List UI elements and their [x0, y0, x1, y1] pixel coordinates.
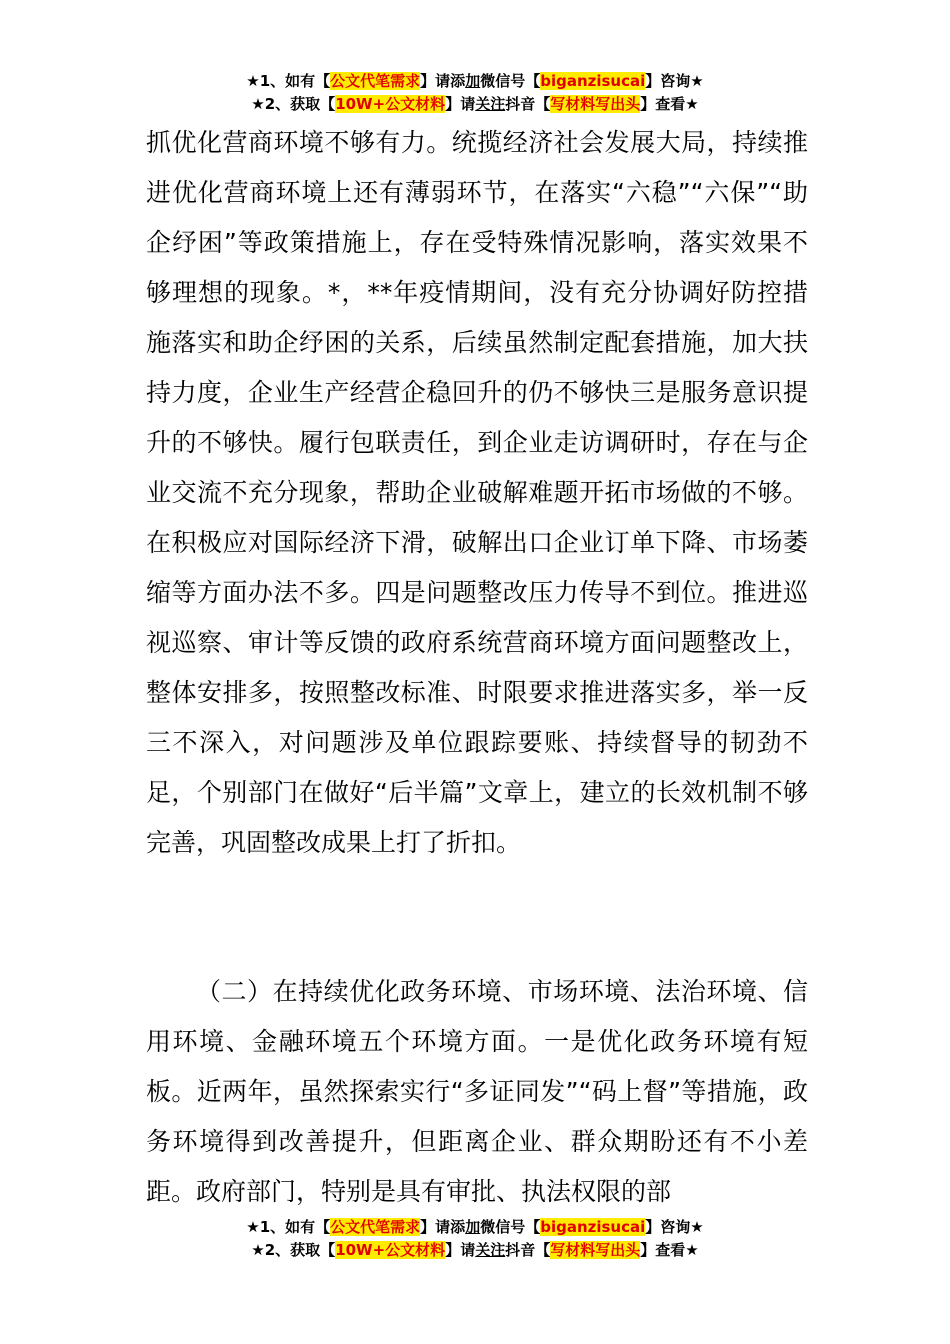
banner-line-2-mid-2: 抖音【 — [505, 95, 551, 113]
banner-line-2-highlight-2: 写材料写出头 — [550, 95, 641, 113]
banner-line-2-prefix: ★2、获取【 — [251, 95, 336, 113]
banner-line-1-emphasis: 加 — [465, 72, 481, 90]
paragraph-text: （二）在持续优化政务环境、市场环境、法治环境、信用环境、金融环境五个环境方面。一是优化政务环境有短板。近两年，虽然探索实行“多证同发”“码上督”等措施，政务环境得到改善提升，但距离企业、群众期盼还有不小差距。政府部门，特别是具有审批、执法权限的部 — [146, 977, 808, 1206]
footer-line-1-prefix: ★1、如有【 — [246, 1218, 331, 1236]
banner-line-1 — [0, 70, 950, 93]
document-body-paragraph-1 — [146, 118, 808, 868]
footer-banner — [0, 1216, 950, 1262]
banner-line-1-highlight-1: 公文代笔需求 — [330, 72, 421, 90]
footer-line-1-highlight-1: 公文代笔需求 — [330, 1218, 421, 1236]
footer-line-1-suffix: 】咨询★ — [645, 1218, 704, 1236]
banner-line-1-mid-1: 】请添 — [420, 72, 466, 90]
footer-line-2-mid-1: 】请 — [445, 1241, 476, 1259]
footer-line-1-mid-2: 微信号【 — [480, 1218, 541, 1236]
footer-line-1 — [0, 1216, 950, 1239]
footer-line-2-suffix: 】查看★ — [640, 1241, 699, 1259]
footer-line-2-highlight-2: 写材料写出头 — [550, 1241, 641, 1259]
banner-line-1-highlight-2: biganzisucai — [540, 72, 646, 90]
banner-line-1-prefix: ★1、如有【 — [246, 72, 331, 90]
banner-line-2-highlight-1: 10W+公文材料 — [335, 95, 446, 113]
banner-line-1-suffix: 】咨询★ — [645, 72, 704, 90]
footer-line-1-mid-1: 】请添 — [420, 1218, 466, 1236]
footer-line-2-highlight-1: 10W+公文材料 — [335, 1241, 446, 1259]
footer-line-1-emphasis: 加 — [465, 1218, 481, 1236]
banner-line-1-mid-2: 微信号【 — [480, 72, 541, 90]
document-body-paragraph-2 — [146, 967, 808, 1217]
footer-line-2-prefix: ★2、获取【 — [251, 1241, 336, 1259]
banner-line-2-emphasis: 关注 — [475, 95, 506, 113]
footer-line-2 — [0, 1239, 950, 1262]
banner-line-2-mid-1: 】请 — [445, 95, 476, 113]
paragraph-text: 抓优化营商环境不够有力。统揽经济社会发展大局，持续推进优化营商环境上还有薄弱环节，在落实“六稳”“六保”“助企纾困”等政策措施上，存在受特殊情况影响，落实效果不够理想的现象。*，**年疫情期间，没有充分协调好防控措施落实和助企纾困的关系，后续虽然制定配套措施，加大扶持力度，企业生产经营企稳回升的仍不够快三是服务意识提升的不够快。履行包联责任，到企业走访调研时，存在与企业交流不充分现象，帮助企业破解难题开拓市场做的不够。在积极应对国际经济下滑，破解出口企业订单下降、市场萎缩等方面办法不多。四是问题整改压力传导不到位。推进巡视巡察、审计等反馈的政府系统营商环境方面问题整改上，整体安排多，按照整改标准、时限要求推进落实多，举一反三不深入，对问题涉及单位跟踪要账、持续督导的韧劲不足，个别部门在做好“后半篇”文章上，建立的长效机制不够完善，巩固整改成果上打了折扣。 — [146, 128, 808, 857]
footer-line-2-mid-2: 抖音【 — [505, 1241, 551, 1259]
banner-line-2 — [0, 93, 950, 116]
footer-line-2-emphasis: 关注 — [475, 1241, 506, 1259]
footer-line-1-highlight-2: biganzisucai — [540, 1218, 646, 1236]
header-banner — [0, 70, 950, 116]
banner-line-2-suffix: 】查看★ — [640, 95, 699, 113]
